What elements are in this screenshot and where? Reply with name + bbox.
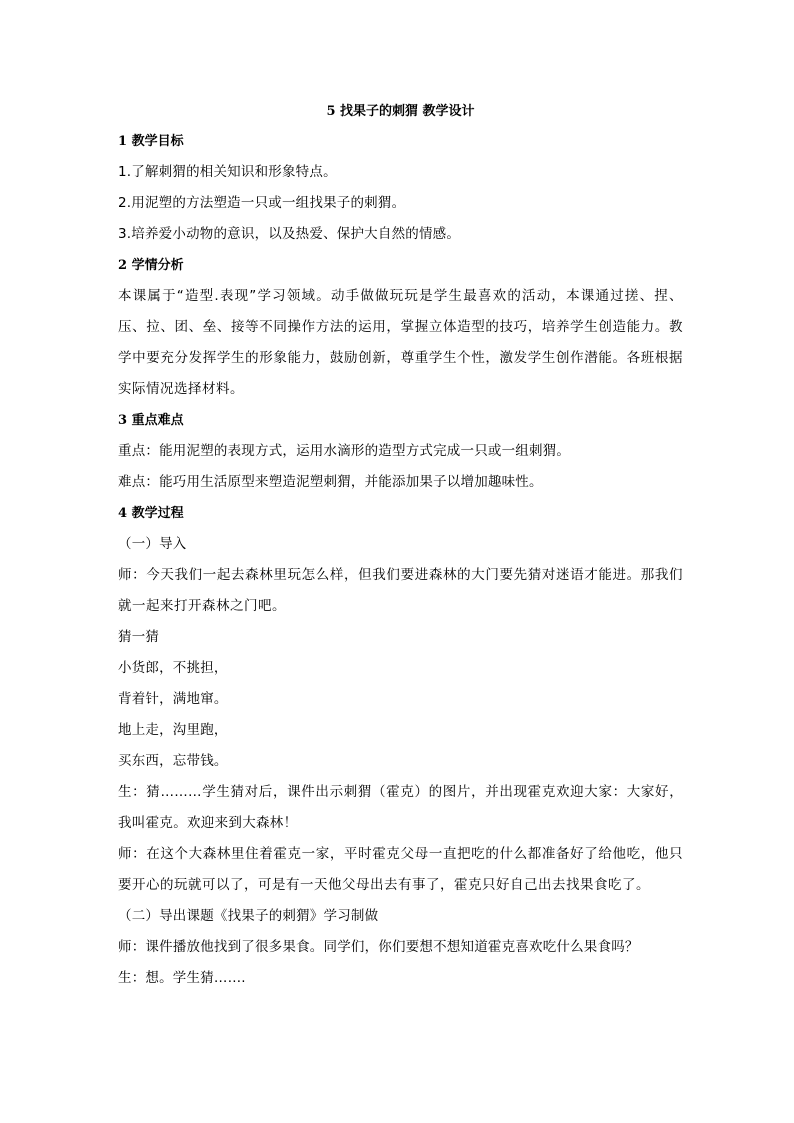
section-heading-key-points: 3 重点难点: [118, 413, 184, 428]
objective-line: 3.培养爱小动物的意识，以及热爱、保护大自然的情感。: [118, 226, 461, 242]
student-answer-line: 生：想。学生猜…….: [118, 970, 246, 986]
riddle-line: 地上走，沟里跑，: [118, 722, 228, 738]
teacher-question-line: 师：课件播放他找到了很多果食。同学们，你们要想不想知道霍克喜欢吃什么果食吗？: [118, 939, 639, 955]
difficulty-line: 难点：能巧用生活原型来塑造泥塑刺猬，并能添加果子以增加趣味性。: [118, 474, 543, 490]
page-title: 5 找果子的刺猬 教学设计: [326, 104, 475, 119]
analysis-paragraph: 本课属于“造型.表现”学习领域。动手做做玩玩是学生最喜欢的活动，本课通过搓、捏、压、拉、团、垒、接等不同操作方法的运用，掌握立体造型的技巧，培养学生创造能力。教学中要充分发挥学生的形象能力，鼓励创新，尊重学生个性，激发学生创作潜能。各班根据实际情况选择材料。: [118, 288, 683, 397]
subheading-intro: （一）导入: [118, 536, 187, 552]
student-paragraph: 生：猜………学生猜对后，课件出示刺猬（霍克）的图片，并出现霍克欢迎大家：大家好，我叫霍克。欢迎来到大森林！: [118, 784, 683, 831]
riddle-line: 背着针，满地窜。: [118, 691, 228, 707]
document-body: [118, 98, 683, 994]
riddle-line: 买东西，忘带钱。: [118, 753, 228, 769]
section-heading-objectives: 1 教学目标: [118, 134, 184, 149]
teacher-paragraph: 师：今天我们一起去森林里玩怎么样，但我们要进森林的大门要先猜对迷语才能进。那我们就一起来打开森林之门吧。: [118, 567, 683, 614]
objective-line: 2.用泥塑的方法塑造一只或一组找果子的刺猬。: [118, 195, 406, 211]
subheading-lesson: （二）导出课题《找果子的刺猬》学习制做: [118, 908, 379, 924]
section-heading-analysis: 2 学情分析: [118, 258, 184, 273]
section-heading-process: 4 教学过程: [118, 506, 184, 521]
riddle-line: 猜一猜: [118, 629, 160, 645]
teacher-paragraph: 师：在这个大森林里住着霍克一家，平时霍克父母一直把吃的什么都准备好了给他吃，他只要开心的玩就可以了，可是有一天他父母出去有事了，霍克只好自己出去找果食吃了。: [118, 846, 683, 893]
riddle-line: 小货郎，不挑担，: [118, 660, 228, 676]
key-point-line: 重点：能用泥塑的表现方式，运用水滴形的造型方式完成一只或一组刺猬。: [118, 443, 571, 459]
objective-line: 1.了解刺猬的相关知识和形象特点。: [118, 164, 337, 180]
